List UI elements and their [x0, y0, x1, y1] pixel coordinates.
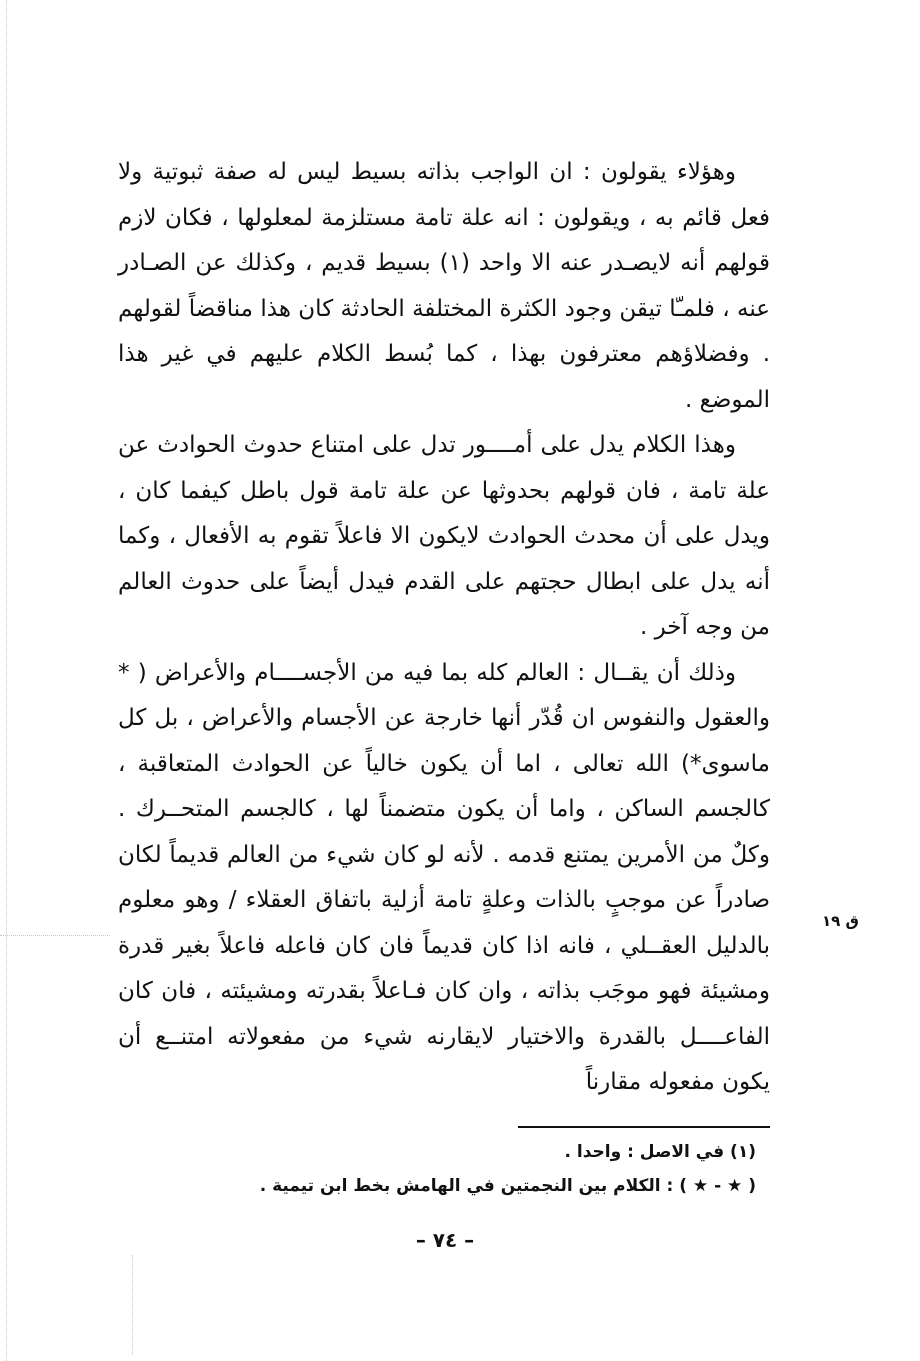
footnote-1: (١) في الاصل : واحدا . [564, 1142, 756, 1162]
footnotes [118, 1135, 770, 1203]
paragraph-3 [118, 651, 770, 1106]
scan-fold-line-horizontal [0, 935, 110, 936]
paragraph-1 [118, 150, 770, 423]
paragraph-text: وذلك أن يقــال : العالم كله بما فيه من الأجســــام والأعراض ( * والعقول والنفوس ان قُدّر أنها خارجة عن الأجسام والأعراض ، بل كل ماسوى*) الله تعالى ، اما أن يكون خالياً عن الحوادث المتعاقبة ، كالجسم الساكن ، واما أن يكون متضمناً لها ، كالجسم المتحــرك . وكلٌ من الأمرين يمتنع قدمه . لأنه لو كان شيء من العالم قديماً لكان صادراً عن موجبٍ بالذات وعلةٍ تامة أزلية باتفاق العقلاء / وهو معلوم بالدليل العقــلي ، فانه اذا كان قديماً فان كان فاعله فاعلاً بغير قدرة ومشيئة فهو موجَب بذاته ، وان كان فـاعلاً [118, 659, 770, 1004]
footnote-2: ( ★ - ★ ) : الكلام بين النجمتين في الهامش بخط ابن تيمية . [259, 1176, 756, 1196]
paragraph-2 [118, 423, 770, 651]
footnote-separator [518, 1126, 770, 1128]
main-text [118, 150, 770, 1106]
page-number: – ٧٤ – [415, 1228, 475, 1252]
paragraph-text: وهذا الكلام يدل على أمــــور تدل على امتناع حدوث الحوادث عن علة تامة ، فان قولهم بحدوثها عن علة تامة قول باطل كيفما كان ، ويدل على أن محدث الحوادث لايكون الا فاعلاً تقوم به الأفعال ، وكما أنه يدل على ابطال حجتهم على القدم فيدل أيضاً على حدوث العالم من وجه آخر . [118, 432, 770, 640]
scan-fold-line [132, 1255, 133, 1355]
paragraph-text-continued: بقدرته ومشيئته ، فان كان الفاعــــل بالقدرة والاختيار لايقارنه شيء من مفعولاته امتنــع أن يكون مفعوله مقارناً [118, 978, 770, 1095]
page-body [118, 150, 770, 1106]
scan-edge-line [6, 0, 7, 1361]
paragraph-text: وهؤلاء يقولون : ان الواجب بذاته بسيط ليس له صفة ثبوتية ولا فعل قائم به ، ويقولون : انه علة تامة مستلزمة لمعلولها ، فكان لازم قولهم أنه لايصـدر عنه الا واحد (١) بسيط قديم ، وكذلك عن الصـادر عنه ، فلمـّا تيقن وجود الكثرة المختلفة الحادثة كان هذا مناقضاً لقولهم . وفضلاؤهم معترفون بهذا ، كما بُسط الكلام عليهم في غير هذا الموضع . [118, 159, 771, 413]
manuscript-folio-note: ق ١٩ [822, 912, 859, 930]
